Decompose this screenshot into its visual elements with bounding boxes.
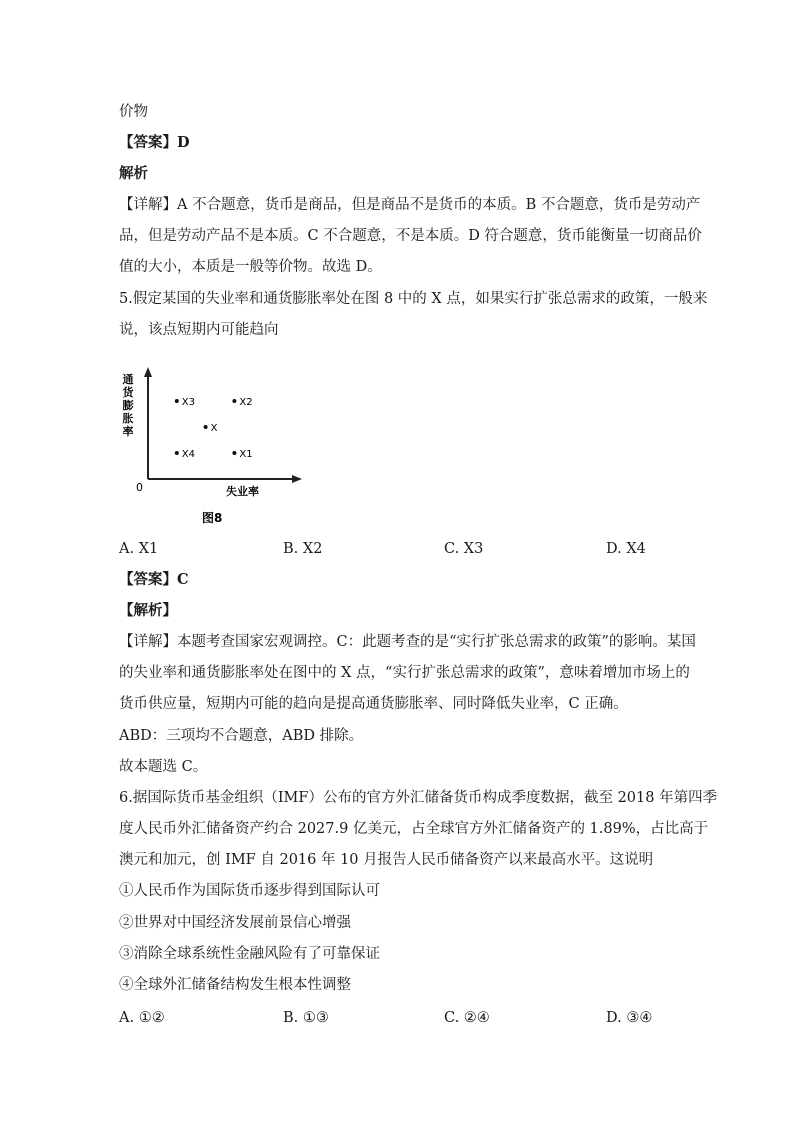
question-5: 5.假定某国的失业率和通货膨胀率处在图 8 中的 X 点，如果实行扩张总需求的政策，一般来 [119,291,708,307]
y-axis-label [123,372,135,438]
x-axis-label: 失业率 [226,485,259,498]
q5-option-c[interactable]: C. X3 [444,541,484,557]
point-x3 [175,399,179,403]
statement-3: ③消除全球系统性金融风险有了可靠保证 [119,946,380,962]
question-6: 6.据国际货币基金组织（IMF）公布的官方外汇储备货币构成季度数据，截至 2018 年第四季 [119,790,718,806]
point-label-x4: X4 [181,449,196,460]
point-x [204,425,208,429]
point-x1 [232,451,236,455]
figure-8-chart [118,365,308,530]
statement-2: ②世界对中国经济发展前景信心增强 [119,915,351,931]
origin-label: 0 [136,481,143,494]
text-line: 的失业率和通货膨胀率处在图中的 X 点，“实行扩张总需求的政策”，意味着增加市场上的 [119,665,690,681]
text-line: 品，但是劳动产品不是本质。C 不合题意，不是本质。D 符合题意，货币能衡量一切商品价 [119,228,702,244]
chart-title: 图8 [202,511,223,525]
text-line: 澳元和加元，创 IMF 自 2016 年 10 月报告人民币储备资产以来最高水平。这说明 [119,852,654,868]
q5-option-a[interactable]: A. X1 [119,541,159,557]
point-label-x2: X2 [239,397,253,408]
point-label-x1: X1 [239,449,253,460]
x-axis-arrow [292,475,302,483]
y-axis-label-char: 胀 [122,412,134,425]
point-x4 [175,451,179,455]
statement-4: ④全球外汇储备结构发生根本性调整 [119,977,351,993]
y-axis-label-char: 率 [122,425,134,438]
q6-option-d[interactable]: D. ③④ [606,1010,653,1026]
q5-option-d[interactable]: D. X4 [606,541,646,557]
analysis-label: 【解析】 [119,602,177,619]
text-line: 度人民币外汇储备资产约合 2027.9 亿美元，占全球官方外汇储备资产的 1.89%，占比高于 [119,821,709,837]
point-label-x: X [210,423,218,434]
text-line: ABD：三项均不合题意，ABD 排除。 [119,728,364,744]
text-line: 【详解】A 不合题意，货币是商品，但是商品不是货币的本质。B 不合题意，货币是劳动产 [119,197,701,213]
point-label-x3: X3 [181,397,196,408]
text-line: 值的大小，本质是一般等价物。故选 D。 [119,259,382,275]
y-axis-label-char: 货 [122,386,134,399]
y-axis-label-char: 膨 [122,399,134,412]
text-line: 说，该点短期内可能趋向 [119,322,279,338]
text-line: 【详解】本题考查国家宏观调控。C：此题考查的是“实行扩张总需求的政策”的影响。某国 [119,634,696,650]
answer-label: 【答案】C [119,571,189,588]
q5-option-b[interactable]: B. X2 [283,541,323,557]
statement-1: ①人民币作为国际货币逐步得到国际认可 [119,883,380,899]
y-axis-label-char: 通 [122,373,134,386]
point-x2 [232,399,236,403]
q6-option-c[interactable]: C. ②④ [444,1010,490,1026]
text-line: 故本题选 C。 [119,759,208,775]
y-axis-arrow [144,367,152,377]
text-line: 价物 [119,104,148,120]
text-line: 货币供应量，短期内可能的趋向是提高通货膨胀率、同时降低失业率，C 正确。 [119,696,628,712]
q6-option-b[interactable]: B. ①③ [283,1010,329,1026]
q6-option-a[interactable]: A. ①② [119,1010,165,1026]
analysis-label: 解析 [119,165,148,182]
answer-label: 【答案】D [119,134,190,151]
